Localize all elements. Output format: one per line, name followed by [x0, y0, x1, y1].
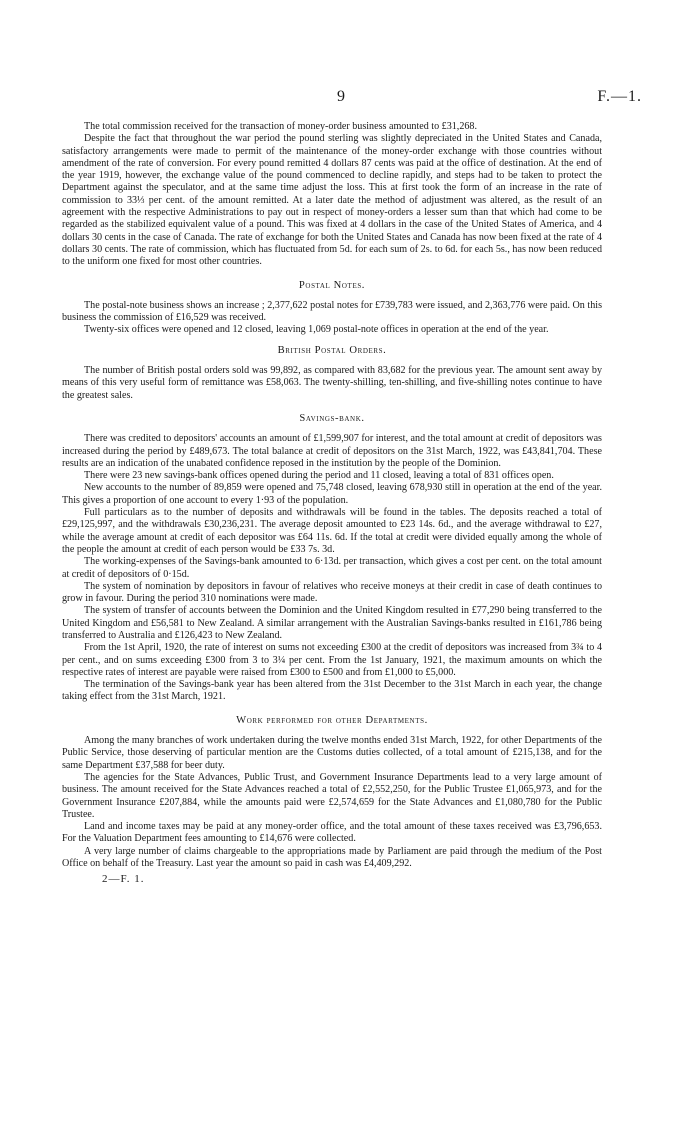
other-departments-section [62, 715, 602, 871]
paragraph: Despite the fact that throughout the war period the pound sterling was slightly depreciated in the United States and Canada, satisfactory arrangements were made to permit of the maintenance of the money-order exchange with those countries without amendment of the rate of conversion. For every pound remitted 4 dollars 87 cents was paid at the office of destination. At the end of the year 1919, however, the exchange value of the pound commenced to decline rapidly, and steps had to be taken to protect the Department against the speculator, and at the same time adjust the loss. This at first took the form of an increase in the rate of commission to 33⅓ per cent. of the amount remitted. At a later date the method of adjustment was altered, as the result of an agreement with the respective Administrations to pay out in respect of money-orders a lesser sum than that which had come to be regarded as the stabilized equivalent value of a pound. This was fixed at 4 dollars in the case of the United States of America, and 4 dollars 30 cents in the case of Canada. The rate of exchange for both the United States and Canada has now been fixed at the rate of 4 dollars 30 cents. The rate of commission, which has fluctuated from 5d. for each sum of 2s. to 6d. for each 5s., has now been reduced to the uniform one fixed for most other countries. [62, 133, 602, 268]
section-heading: Work performed for other Departments. [236, 714, 428, 726]
money-order-section [62, 121, 602, 269]
document-reference: F.—1. [597, 88, 642, 105]
paragraph: Land and income taxes may be paid at any money-order office, and the total amount of these taxes received was £3,796,653. For the Valuation Department fees amounting to £14,676 were collected. [62, 821, 602, 845]
paragraph: The system of transfer of accounts between the Dominion and the United Kingdom resulted in £77,290 being transferred to the United Kingdom and £56,581 to New Zealand. A similar arrangement with the Australian Savings-banks resulted in £161,786 being transferred to Australia and £126,423 to New Zealand. [62, 605, 602, 641]
paragraph: New accounts to the number of 89,859 were opened and 75,748 closed, leaving 678,930 still in operation at the end of the year. This gives a proportion of one account to every 1·93 of the population. [62, 482, 602, 506]
paragraph: The working-expenses of the Savings-bank amounted to 6·13d. per transaction, which gives a cost per cent. on the total amount at credit of depositors of 0·15d. [62, 556, 602, 580]
page-number: 9 [337, 88, 345, 105]
paragraph: Among the many branches of work undertaken during the twelve months ended 31st March, 1922, for other Departments of the Public Service, those deserving of particular mention are the Customs duties collected, of a total amount of £215,138, and for the same Department £37,588 for beer duty. [62, 735, 602, 771]
body-text [62, 121, 602, 886]
paragraph: The total commission received for the transaction of money-order business amounted to £31,268. [84, 121, 477, 132]
signature-mark: 2—F. 1. [102, 873, 145, 886]
paragraph: The postal-note business shows an increase ; 2,377,622 postal notes for £739,783 were issued, and 2,363,776 were paid. On this business the commission of £16,529 was received. [62, 299, 602, 324]
section-heading: British Postal Orders. [277, 344, 387, 356]
paragraph: Twenty-six offices were opened and 12 closed, leaving 1,069 postal-note offices in operation at the end of the year. [84, 324, 549, 336]
paragraph: A very large number of claims chargeable to the appropriations made by Parliament are paid through the medium of the Post Office on behalf of the Treasury. Last year the amount so paid in cash was £4,409,292. [62, 845, 602, 870]
paragraph: The termination of the Savings-bank year has been altered from the 31st December to the 31st March in each year, the change taking effect from the 31st March, 1921. [62, 679, 602, 703]
paragraph: From the 1st April, 1920, the rate of interest on sums not exceeding £300 at the credit of depositors was increased from 3¾ to 4 per cent., and on sums exceeding £300 from 3 to 3¼ per cent. From the 1st January, 1921, the maximum amounts on which the respective rates of interest are payable were raised from £300 to £500 and from £1,000 to £5,000. [62, 642, 602, 678]
paragraph: Full particulars as to the number of deposits and withdrawals will be found in the tables. The deposits reached a total of £29,125,997, and the withdrawals £30,236,231. The average deposit amounted to £23 14s. 6d., and the average withdrawal to £27, while the average amount at credit of each depositor was £64 11s. 6d. If the total at credit were divided equally among the whole of the people the amount at credit of each person would be £33 7s. 3d. [62, 507, 602, 555]
paragraph: There were 23 new savings-bank offices opened during the period and 11 closed, leaving a total of 831 offices open. [84, 470, 554, 482]
section-heading: Savings-bank. [299, 412, 365, 424]
postal-notes-section [62, 280, 602, 337]
paragraph: The number of British postal orders sold was 99,892, as compared with 83,682 for the previous year. The amount sent away by means of this very useful form of remittance was £58,063. The twenty-shilling, ten-shilling, and five-shilling notes continue to have the greatest sales. [62, 365, 602, 401]
paragraph: The agencies for the State Advances, Public Trust, and Government Insurance Departments lead to a very large amount of business. The amount received for the State Advances reached a total of £2,552,250, for the Public Trustee £1,065,973, and for the Government Insurance £207,884, while the amounts paid were £2,574,659 for the State Advances and £1,080,780 for the Public Trustee. [62, 771, 602, 820]
page-header [0, 88, 700, 108]
savings-bank-section [62, 413, 602, 704]
paragraph: There was credited to depositors' accounts an amount of £1,599,907 for interest, and the total amount at credit of depositors was increased during the period by £489,673. The total balance at credit of depositors on the 31st March, 1922, was £43,841,704. These results are an indication of the unabated confidence reposed in the institution by the people of the Dominion. [62, 433, 602, 469]
paragraph: The system of nomination by depositors in favour of relatives who receive moneys at their credit in case of death continues to grow in favour. During the period 310 nominations were made. [62, 580, 602, 605]
section-heading: Postal Notes. [298, 279, 366, 291]
british-postal-orders-section [62, 345, 602, 402]
